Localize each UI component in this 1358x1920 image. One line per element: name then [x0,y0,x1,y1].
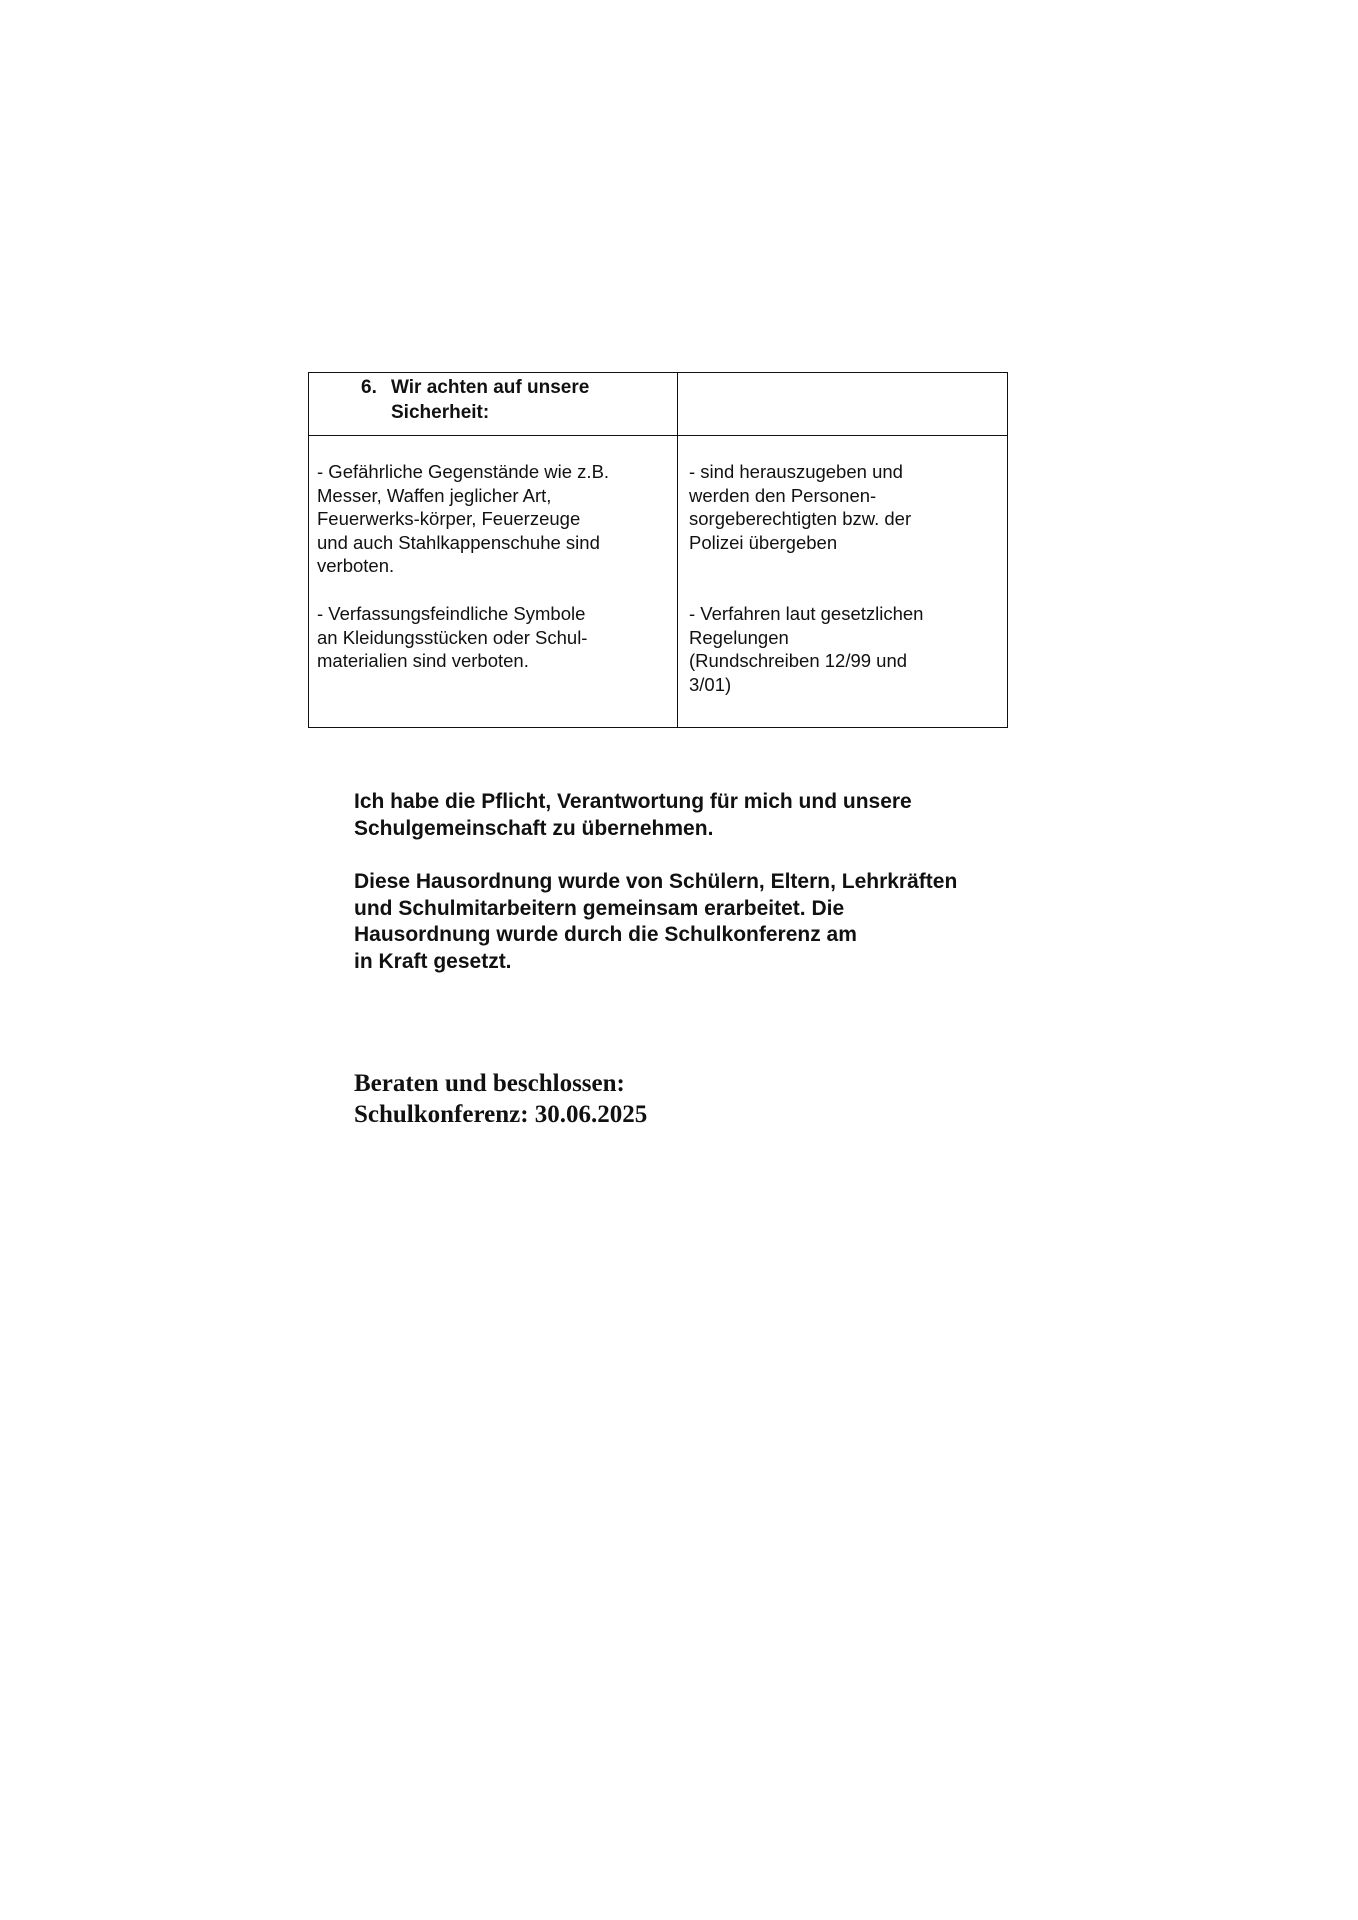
section-title-line2: Sicherheit: [391,402,490,423]
table-header-divider [309,435,1007,436]
statement-block [354,789,957,975]
section-title-line1: Wir achten auf unsere [391,377,590,398]
safety-rules-table [308,372,1008,728]
duty-statement: Ich habe die Pflicht, Verantwortung für mich und unsere Schulgemeinschaft zu übernehmen. [354,790,912,840]
consequence-unconstitutional-symbols: - Verfahren laut gesetzlichen Regelungen (Rundschreiben 12/99 und 3/01) [689,603,924,695]
resolution-date: Schulkonferenz: 30.06.2025 [354,1101,648,1128]
resolution-block [354,1068,647,1130]
table-column-divider [677,373,678,727]
section-number: 6. [361,377,377,398]
resolution-heading: Beraten und beschlossen: [354,1070,625,1097]
section-heading [361,375,589,425]
consequence-dangerous-objects: - sind herauszugeben und werden den Personen- sorgeberechtigten bzw. der Polizei übergeben [689,461,912,553]
rule-unconstitutional-symbols: - Verfassungsfeindliche Symbole an Kleidungsstücken oder Schul- materialien sind verboten. [317,603,588,671]
creation-statement: Diese Hausordnung wurde von Schülern, Eltern, Lehrkräften und Schulmitarbeitern gemeinsam erarbeitet. Die Hausordnung wurde durch die Schulkonferenz am in Kraft gesetzt. [354,870,958,973]
rule-dangerous-objects: - Gefährliche Gegenstände wie z.B. Messer, Waffen jeglicher Art, Feuerwerks-körper, Feuerzeuge und auch Stahlkappenschuhe sind verboten. [317,461,610,576]
